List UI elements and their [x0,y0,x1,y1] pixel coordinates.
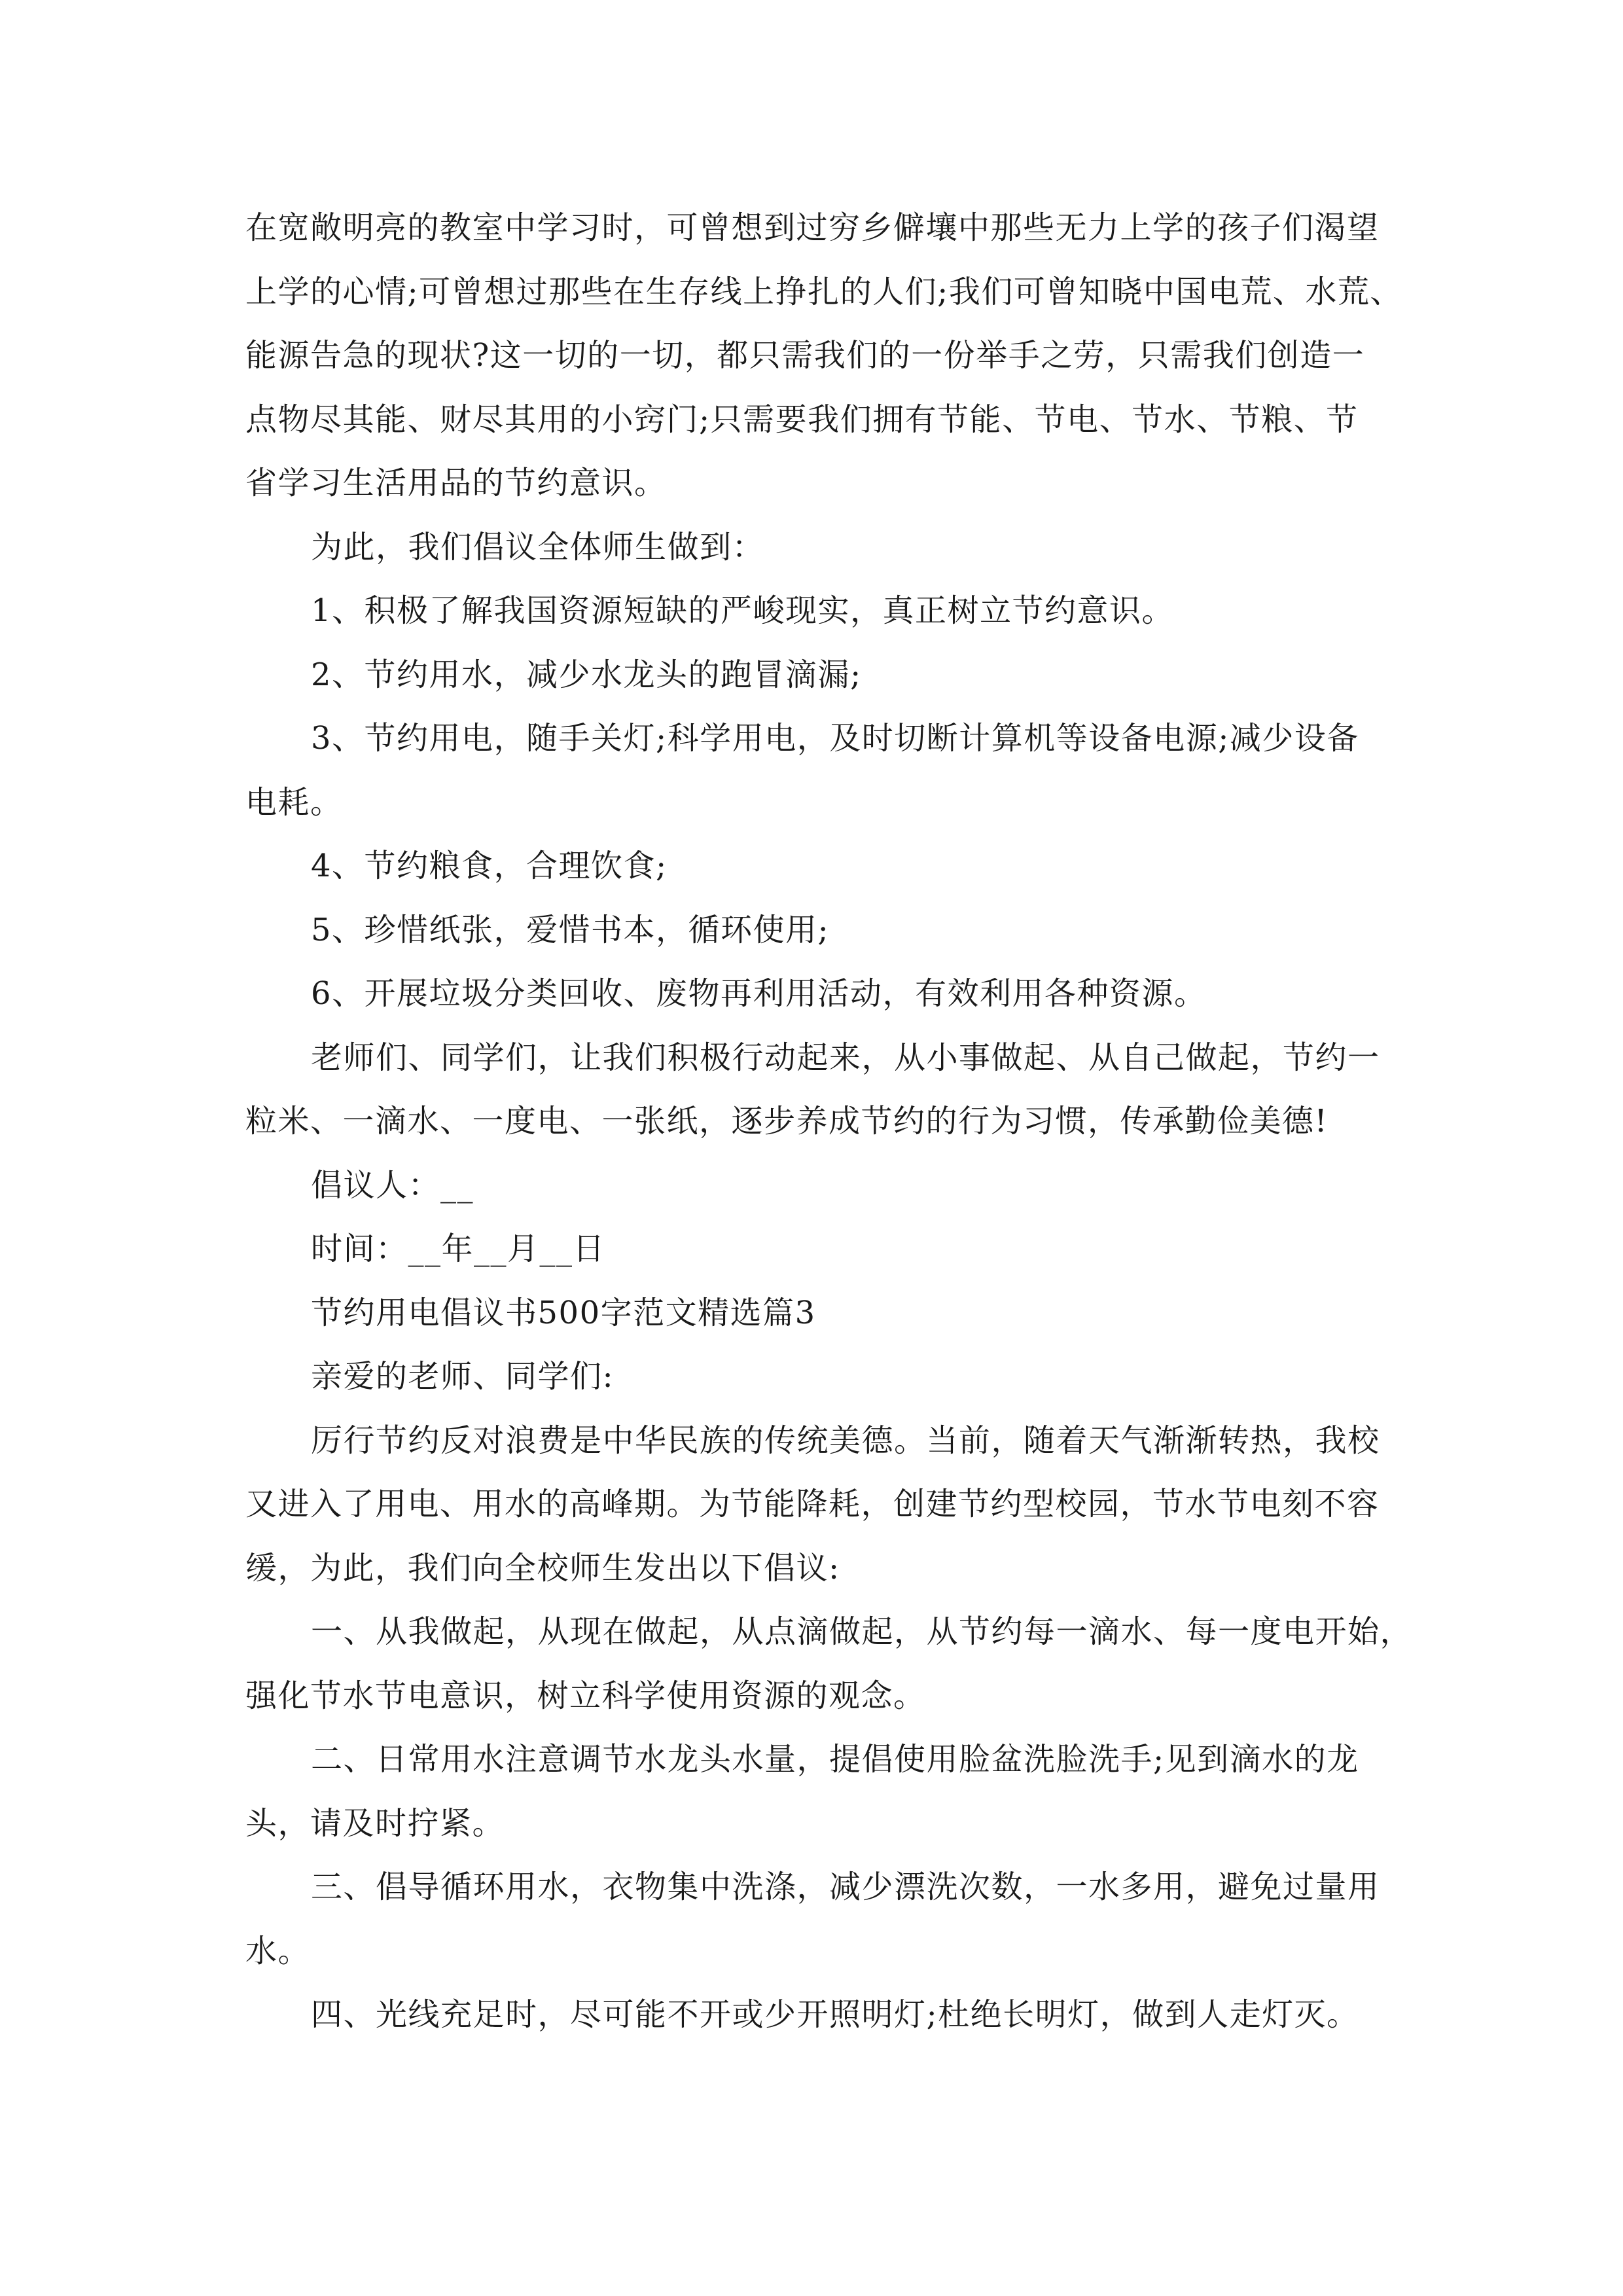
text-line: 点物尽其能、财尽其用的小窍门;只需要我们拥有节能、节电、节水、节粮、节 [245,401,1359,438]
text-line: 2、节约用水，减少水龙头的跑冒滴漏; [311,656,862,693]
text-line: 缓，为此，我们向全校师生发出以下倡议: [245,1549,840,1587]
text-line: 又进入了用电、用水的高峰期。为节能降耗，创建节约型校园，节水节电刻不容 [245,1486,1380,1522]
text-line: 1、积极了解我国资源短缺的严峻现实，真正树立节约意识。 [311,592,1175,629]
text-line: 4、节约粮食，合理饮食; [311,848,668,884]
text-line: 电耗。 [245,783,343,821]
text-line: 亲爱的老师、同学们: [311,1358,615,1395]
text-line: 上学的心情;可曾想过那些在生存线上挣扎的人们;我们可曾知晓中国电荒、水荒、 [245,273,1402,310]
text-line: 省学习生活用品的节约意识。 [245,465,667,501]
text-line: 6、开展垃圾分类回收、废物再利用活动，有效利用各种资源。 [311,975,1207,1012]
text-line: 节约用电倡议书500字范文精选篇3 [311,1294,816,1331]
text-line: 老师们、同学们，让我们积极行动起来，从小事做起、从自己做起，节约一 [311,1039,1380,1076]
text-line: 二、日常用水注意调节水龙头水量，提倡使用脸盆洗脸洗手;见到滴水的龙 [311,1741,1359,1778]
text-line: 3、节约用电，随手关灯;科学用电，及时切断计算机等设备电源;减少设备 [311,720,1359,757]
text-line: 头，请及时拧紧。 [245,1804,505,1842]
text-line: 厉行节约反对浪费是中华民族的传统美德。当前，随着天气渐渐转热，我校 [311,1422,1380,1459]
text-line: 强化节水节电意识，树立科学使用资源的观念。 [245,1677,926,1714]
text-line: 三、倡导循环用水，衣物集中洗涤，减少漂洗次数，一水多用，避免过量用 [311,1869,1380,1905]
text-line: 时间：__年__月__日 [311,1230,606,1267]
text-line: 5、珍惜纸张，爱惜书本，循环使用; [311,911,830,948]
text-line: 能源告急的现状?这一切的一切，都只需我们的一份举手之劳，只需我们创造一 [245,337,1365,374]
text-line: 四、光线充足时，尽可能不开或少开照明灯;杜绝长明灯，做到人走灯灭。 [311,1996,1359,2033]
text-line: 水。 [245,1932,311,1969]
document-body [245,196,1413,2047]
text-line: 一、从我做起，从现在做起，从点滴做起，从节约每一滴水、每一度电开始， [311,1613,1413,1650]
text-line: 为此，我们倡议全体师生做到： [311,528,765,565]
text-line: 粒米、一滴水、一度电、一张纸，逐步养成节约的行为习惯，传承勤俭美德! [245,1103,1329,1139]
text-line: 在宽敞明亮的教室中学习时，可曾想到过穷乡僻壤中那些无力上学的孩子们渴望 [245,209,1380,246]
text-line: 倡议人：__ [311,1166,474,1204]
